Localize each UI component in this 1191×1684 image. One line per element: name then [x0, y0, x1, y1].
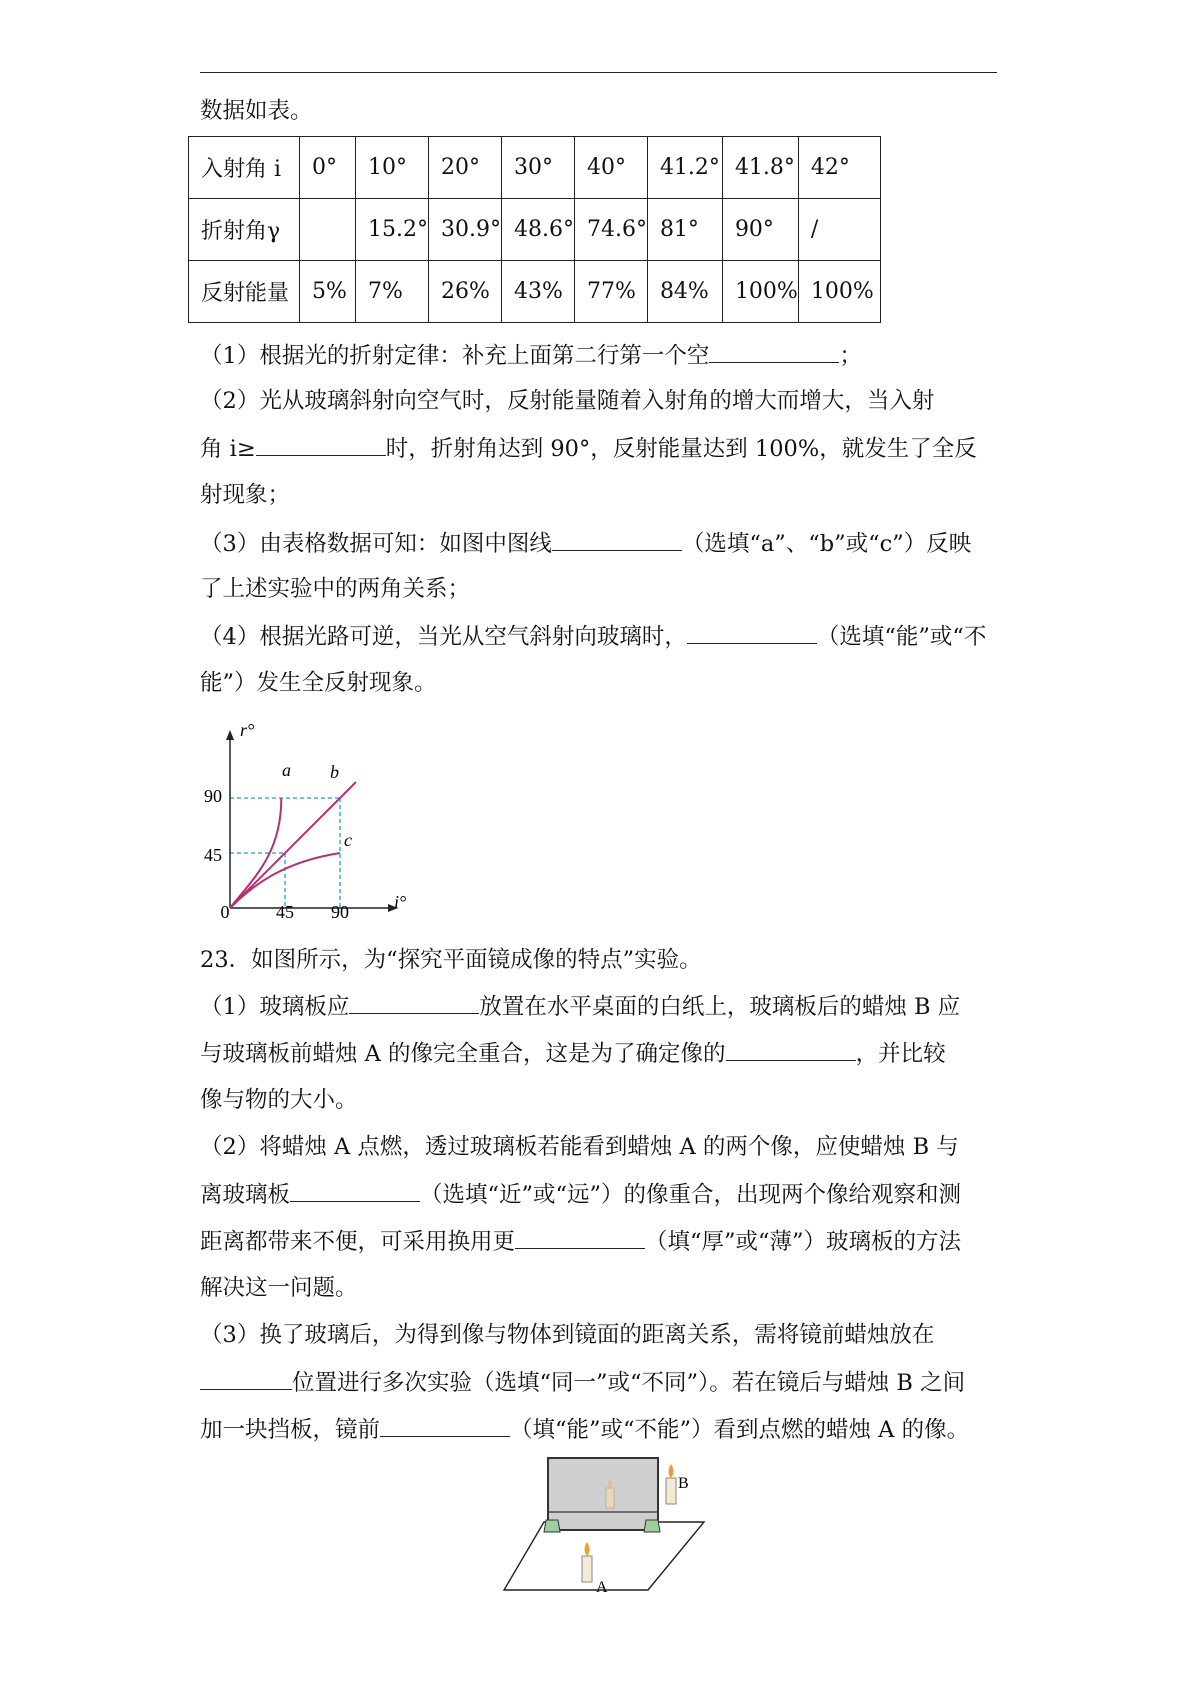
answer-blank[interactable]	[349, 991, 479, 1014]
table-cell: 15.2°	[356, 199, 429, 261]
label-b: B	[678, 1475, 689, 1492]
q22-part3-line1	[200, 528, 971, 559]
table-cell: 0°	[300, 137, 356, 199]
q22-part4-text-cont: （选填“能”或“不	[816, 624, 987, 650]
candle-a	[582, 1556, 592, 1582]
table-cell: 100%	[798, 261, 880, 323]
plane-mirror-figure	[500, 1452, 720, 1597]
q23-part3-text: 加一块挡板，镜前	[200, 1417, 381, 1443]
refraction-data-table	[188, 136, 881, 323]
q23-part1-line1	[200, 991, 960, 1022]
q23-part2-line4: 解决这一问题。	[200, 1275, 358, 1301]
q23-part2-line2	[200, 1179, 961, 1210]
table-cell: 40°	[574, 137, 647, 199]
table-cell: 折射角γ	[189, 199, 300, 261]
answer-blank[interactable]	[687, 621, 817, 644]
table-cell: 48.6°	[501, 199, 574, 261]
q22-part3-text: （3）由表格数据可知：如图中图线	[200, 531, 552, 557]
q23-part2-text: 距离都带来不便，可采用换用更	[200, 1229, 516, 1255]
y-tick-label: 45	[204, 845, 222, 865]
label-a: A	[596, 1579, 608, 1596]
q22-part2-line1: （2）光从玻璃斜射向空气时，反射能量随着入射角的增大而增大，当入射	[200, 388, 935, 414]
table-cell: 30°	[501, 137, 574, 199]
table-row	[189, 199, 881, 261]
q23-title: 23．如图所示，为“探究平面镜成像的特点”实验。	[200, 947, 702, 973]
q23-part3-text-cont: （填“能”或“不能”）看到点燃的蜡烛 A 的像。	[510, 1417, 970, 1443]
intro-text: 数据如表。	[200, 98, 313, 124]
q23-part1-text-cont: 放置在水平桌面的白纸上，玻璃板后的蜡烛 B 应	[479, 994, 961, 1020]
q22-part2-text-cont: 时，折射角达到 90°，反射能量达到 100%，就发生了全反	[385, 436, 977, 462]
table-cell: 5%	[300, 261, 356, 323]
q22-part1-end: ；	[839, 343, 862, 369]
table-cell	[300, 199, 356, 261]
header-rule	[200, 72, 997, 73]
candle-image	[606, 1488, 614, 1508]
table-cell: 10°	[356, 137, 429, 199]
q23-part1-text: 与玻璃板前蜡烛 A 的像完全重合，这是为了确定像的	[200, 1041, 726, 1067]
angle-relation-graph	[190, 718, 420, 918]
q22-part4-line2: 能”）发生全反射现象。	[200, 670, 437, 696]
origin-label: 0	[220, 902, 230, 918]
x-tick-label: 90	[331, 902, 349, 918]
q22-part1-text: （1）根据光的折射定律：补充上面第二行第一个空	[200, 343, 710, 369]
y-axis-label: r°	[240, 720, 255, 740]
answer-blank[interactable]	[552, 528, 682, 551]
q22-part2-text: 角 i≥	[200, 436, 256, 462]
q23-part1-text-cont: ，并比较	[855, 1041, 946, 1067]
y-axis-arrow-icon	[226, 730, 234, 740]
answer-blank[interactable]	[515, 1226, 645, 1249]
glass-plate	[548, 1458, 658, 1530]
q23-part2-line1: （2）将蜡烛 A 点燃，透过玻璃板若能看到蜡烛 A 的两个像，应使蜡烛 B 与	[200, 1134, 959, 1160]
q23-part2-text: 离玻璃板	[200, 1182, 291, 1208]
answer-blank[interactable]	[709, 340, 839, 363]
table-cell: 26%	[428, 261, 501, 323]
table-cell: 90°	[722, 199, 798, 261]
x-tick-label: 45	[276, 902, 294, 918]
flame-b-icon	[669, 1464, 674, 1478]
left-stand	[544, 1520, 560, 1532]
q22-part3-line2: 了上述实验中的两角关系；	[200, 576, 471, 602]
q23-part2-text-cont: （选填“近”或“远”）的像重合，出现两个像给观察和测	[420, 1182, 962, 1208]
q23-part1-line3: 像与物的大小。	[200, 1087, 358, 1113]
q23-part1-text: （1）玻璃板应	[200, 994, 350, 1020]
q22-part2-line3: 射现象；	[200, 482, 291, 508]
q23-part3-text: 位置进行多次实验（选填“同一”或“不同”）。若在镜后与蜡烛 B 之间	[292, 1370, 966, 1396]
table-row	[189, 137, 881, 199]
table-cell: 74.6°	[574, 199, 647, 261]
table-cell: 30.9°	[428, 199, 501, 261]
answer-blank[interactable]	[256, 433, 386, 456]
table-cell: 43%	[501, 261, 574, 323]
answer-blank[interactable]	[290, 1179, 420, 1202]
table-cell: 反射能量	[189, 261, 300, 323]
graph-curves	[230, 782, 356, 908]
table-cell: 41.8°	[722, 137, 798, 199]
y-tick-label: 90	[204, 786, 222, 806]
curve-label-b: b	[330, 762, 339, 782]
table-cell: 77%	[574, 261, 647, 323]
table-row	[189, 261, 881, 323]
table-cell: 7%	[356, 261, 429, 323]
candle-b	[666, 1478, 676, 1504]
answer-blank[interactable]	[200, 1367, 292, 1390]
table-cell: 81°	[647, 199, 722, 261]
answer-blank[interactable]	[726, 1038, 856, 1061]
curve-b	[230, 782, 356, 908]
table-cell: 100%	[722, 261, 798, 323]
table-cell: 20°	[428, 137, 501, 199]
right-stand	[644, 1520, 660, 1532]
table-cell: 入射角 i	[189, 137, 300, 199]
q22-part3-text-cont: （选填“a”、“b”或“c”）反映	[681, 531, 972, 557]
q23-part1-line2	[200, 1038, 946, 1069]
table-cell: 84%	[647, 261, 722, 323]
table-cell: 42°	[798, 137, 880, 199]
q23-part3-line1: （3）换了玻璃后，为得到像与物体到镜面的距离关系，需将镜前蜡烛放在	[200, 1322, 935, 1348]
curve-label-c: c	[344, 830, 352, 850]
q22-part4-text: （4）根据光路可逆，当光从空气斜射向玻璃时，	[200, 624, 687, 650]
table-cell: 41.2°	[647, 137, 722, 199]
q23-part3-line2	[200, 1367, 965, 1398]
q23-part2-text-cont: （填“厚”或“薄”）玻璃板的方法	[645, 1229, 962, 1255]
q23-part3-line3	[200, 1414, 969, 1445]
q23-part2-line3	[200, 1226, 961, 1257]
answer-blank[interactable]	[380, 1414, 510, 1437]
q22-part2-line2	[200, 433, 977, 464]
x-axis-label: i°	[394, 892, 407, 912]
q22-part1	[200, 340, 862, 371]
curve-label-a: a	[282, 760, 291, 780]
table-cell: /	[798, 199, 880, 261]
q22-part4-line1	[200, 621, 986, 652]
